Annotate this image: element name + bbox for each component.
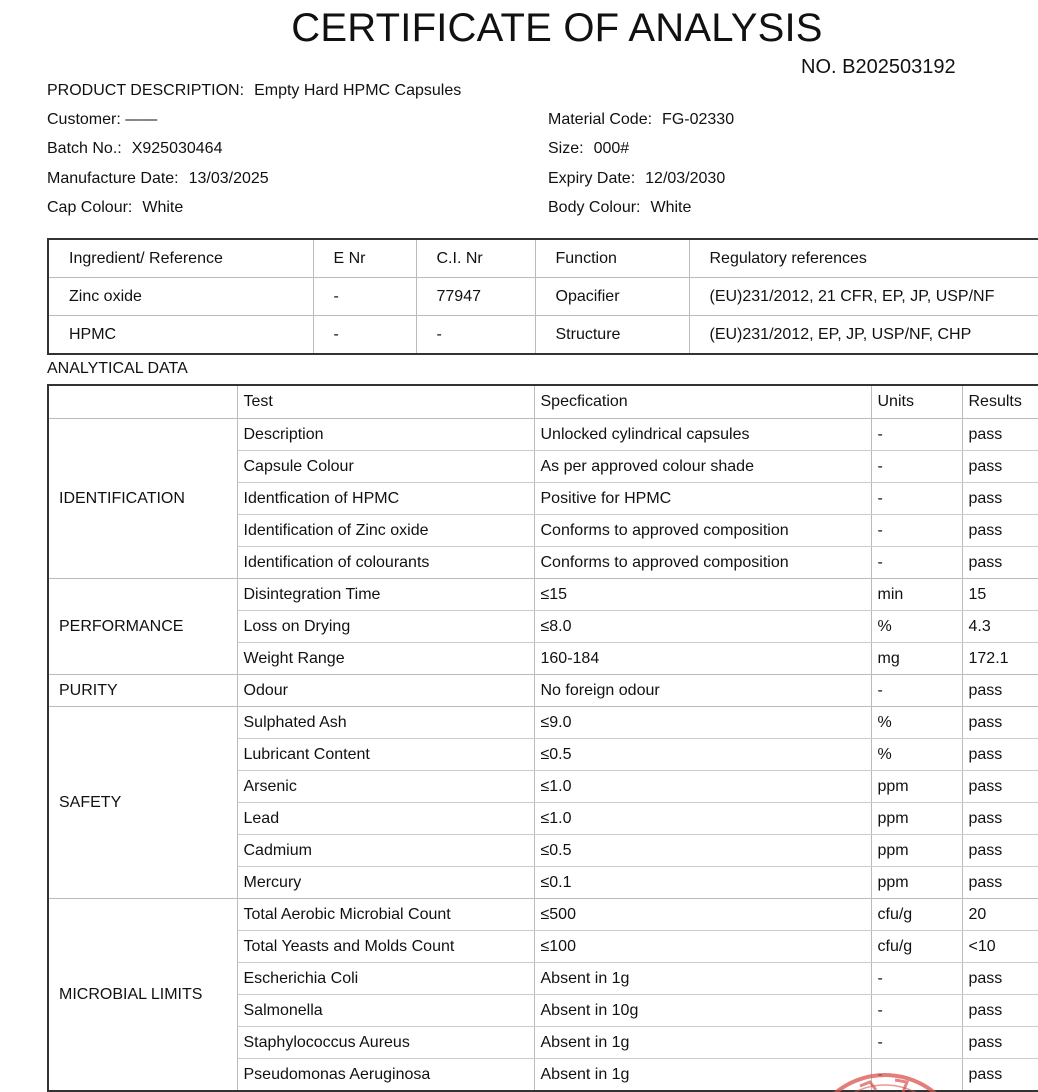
units-cell: - xyxy=(871,419,962,451)
test-cell: Description xyxy=(237,419,534,451)
table-row xyxy=(48,707,1038,739)
result-cell: pass xyxy=(962,963,1038,995)
group-label-cell: PURITY xyxy=(48,675,237,707)
table-row xyxy=(48,899,1038,931)
certificate-number: NO. B202503192 xyxy=(801,56,956,78)
units-cell: ppm xyxy=(871,771,962,803)
product-description-row xyxy=(47,82,461,100)
analytical-header-row xyxy=(48,385,1038,419)
material-code-value: FG-02330 xyxy=(662,111,735,128)
units-cell: - xyxy=(871,1027,962,1059)
material-code-row xyxy=(548,111,734,129)
specification-cell: Positive for HPMC xyxy=(534,483,871,515)
specification-cell: ≤0.5 xyxy=(534,835,871,867)
test-cell: Total Yeasts and Molds Count xyxy=(237,931,534,963)
test-cell: Identification of Zinc oxide xyxy=(237,515,534,547)
batch-label: Batch No.: xyxy=(47,140,122,157)
ingredient-cell: - xyxy=(416,316,535,355)
specification-cell: ≤100 xyxy=(534,931,871,963)
result-cell: pass xyxy=(968,1065,1003,1083)
units-cell: - xyxy=(871,483,962,515)
result-cell: pass xyxy=(962,1027,1038,1059)
test-cell: Loss on Drying xyxy=(237,611,534,643)
table-row xyxy=(48,579,1038,611)
result-cell: 4.3 xyxy=(962,611,1038,643)
material-code-label: Material Code: xyxy=(548,111,653,128)
product-description-label: PRODUCT DESCRIPTION: xyxy=(47,82,245,99)
result-cell: pass xyxy=(962,707,1038,739)
units-cell: cfu/g xyxy=(871,899,962,931)
analytical-header-cell: Results xyxy=(962,385,1038,419)
ingredient-cell: 77947 xyxy=(416,278,535,316)
group-label-cell: SAFETY xyxy=(48,707,237,899)
result-cell: pass xyxy=(962,739,1038,771)
units-cell: - xyxy=(871,995,962,1027)
table-row xyxy=(48,419,1038,451)
group-label-cell: MICROBIAL LIMITS xyxy=(48,899,237,1092)
ingredient-cell: - xyxy=(313,278,416,316)
cap-colour-row xyxy=(47,199,183,217)
result-cell: 20 xyxy=(962,899,1038,931)
test-cell: Total Aerobic Microbial Count xyxy=(237,899,534,931)
ingredient-header-cell: Ingredient/ Reference xyxy=(48,239,313,278)
ingredient-row xyxy=(48,278,1038,316)
units-cell: - xyxy=(871,675,962,707)
batch-row xyxy=(47,140,222,158)
units-cell: % xyxy=(871,611,962,643)
specification-cell: ≤0.5 xyxy=(534,739,871,771)
group-label-cell: IDENTIFICATION xyxy=(48,419,237,579)
test-cell: Identification of colourants xyxy=(237,547,534,579)
manufacture-row xyxy=(47,170,269,188)
ingredient-cell: (EU)231/2012, EP, JP, USP/NF, CHP xyxy=(709,325,972,343)
cap-colour-value: White xyxy=(142,199,184,216)
red-seal-stamp-icon xyxy=(800,1058,970,1092)
test-cell: Arsenic xyxy=(237,771,534,803)
test-cell: Pseudomonas Aeruginosa xyxy=(237,1059,534,1092)
units-cell: - xyxy=(871,963,962,995)
units-cell: - xyxy=(871,547,962,579)
units-cell: ppm xyxy=(871,867,962,899)
analytical-header-cell: Test xyxy=(237,385,534,419)
specification-cell: As per approved colour shade xyxy=(534,451,871,483)
specification-cell: Absent in 1g xyxy=(534,1059,871,1092)
product-description-value: Empty Hard HPMC Capsules xyxy=(254,82,462,99)
result-cell: pass xyxy=(962,451,1038,483)
table-row xyxy=(48,675,1038,707)
ingredient-header-cell: Function xyxy=(535,239,689,278)
result-cell: pass xyxy=(962,515,1038,547)
ingredient-row xyxy=(48,316,1038,355)
units-cell: min xyxy=(871,579,962,611)
size-label: Size: xyxy=(548,140,584,157)
specification-cell: ≤9.0 xyxy=(534,707,871,739)
units-cell: % xyxy=(871,739,962,771)
test-cell: Cadmium xyxy=(237,835,534,867)
specification-cell: Conforms to approved composition xyxy=(534,547,871,579)
body-colour-label: Body Colour: xyxy=(548,199,641,216)
analytical-data-label: ANALYTICAL DATA xyxy=(47,360,188,377)
analytical-header-cell: Units xyxy=(871,385,962,419)
test-cell: Lead xyxy=(237,803,534,835)
ingredient-header-cell: C.I. Nr xyxy=(416,239,535,278)
ingredient-cell: Structure xyxy=(535,316,689,355)
specification-cell: Absent in 1g xyxy=(534,1027,871,1059)
expiry-label: Expiry Date: xyxy=(548,170,636,187)
units-cell: - xyxy=(871,1059,962,1092)
ingredient-header-cell: Regulatory references xyxy=(689,239,1038,278)
result-cell: pass xyxy=(962,483,1038,515)
analytical-header-cell: Specfication xyxy=(534,385,871,419)
specification-cell: ≤500 xyxy=(534,899,871,931)
test-cell: Staphylococcus Aureus xyxy=(237,1027,534,1059)
result-cell: pass xyxy=(962,547,1038,579)
test-cell: Salmonella xyxy=(237,995,534,1027)
ingredient-table xyxy=(47,238,1038,355)
test-cell: Escherichia Coli xyxy=(237,963,534,995)
customer-row xyxy=(47,111,157,129)
expiry-value: 12/03/2030 xyxy=(645,170,726,187)
test-cell: Sulphated Ash xyxy=(237,707,534,739)
units-cell: - xyxy=(871,451,962,483)
test-cell: Lubricant Content xyxy=(237,739,534,771)
customer-value: —— xyxy=(125,111,158,128)
specification-cell: ≤8.0 xyxy=(534,611,871,643)
specification-cell: Absent in 1g xyxy=(534,963,871,995)
test-cell: Identfication of HPMC xyxy=(237,483,534,515)
test-cell: Disintegration Time xyxy=(237,579,534,611)
size-row xyxy=(548,140,629,158)
test-cell: Capsule Colour xyxy=(237,451,534,483)
result-cell: pass xyxy=(962,771,1038,803)
result-cell: <10 xyxy=(962,931,1038,963)
manufacture-label: Manufacture Date: xyxy=(47,170,179,187)
result-cell: pass xyxy=(962,419,1038,451)
ingredient-cell: Zinc oxide xyxy=(48,278,313,316)
specification-cell: 160-184 xyxy=(534,643,871,675)
specification-cell: Unlocked cylindrical capsules xyxy=(534,419,871,451)
manufacture-value: 13/03/2025 xyxy=(188,170,269,187)
ingredient-cell: - xyxy=(313,316,416,355)
batch-value: X925030464 xyxy=(131,140,223,157)
size-value: 000# xyxy=(593,140,630,157)
specification-cell: ≤1.0 xyxy=(534,771,871,803)
units-cell: - xyxy=(871,515,962,547)
specification-cell: ≤1.0 xyxy=(534,803,871,835)
expiry-row xyxy=(548,170,725,188)
result-cell: pass xyxy=(962,675,1038,707)
units-cell: ppm xyxy=(871,835,962,867)
result-cell: 172.1 xyxy=(962,643,1038,675)
result-cell: pass xyxy=(962,803,1038,835)
test-cell: Mercury xyxy=(237,867,534,899)
result-cell: pass xyxy=(962,995,1038,1027)
body-colour-value: White xyxy=(650,199,692,216)
units-cell: cfu/g xyxy=(871,931,962,963)
analytical-data-table xyxy=(47,384,1038,1092)
units-cell: mg xyxy=(871,643,962,675)
specification-cell: ≤0.1 xyxy=(534,867,871,899)
ingredient-header-cell: E Nr xyxy=(313,239,416,278)
units-cell: ppm xyxy=(871,803,962,835)
ingredient-cell: (EU)231/2012, 21 CFR, EP, JP, USP/NF xyxy=(689,278,1038,316)
ingredient-cell: Opacifier xyxy=(535,278,689,316)
specification-cell: No foreign odour xyxy=(534,675,871,707)
result-cell: pass xyxy=(962,867,1038,899)
document-title: CERTIFICATE OF ANALYSIS xyxy=(291,6,823,50)
body-colour-row xyxy=(548,199,691,217)
test-cell: Weight Range xyxy=(237,643,534,675)
units-cell: % xyxy=(871,707,962,739)
result-cell: pass xyxy=(962,835,1038,867)
specification-cell: Absent in 10g xyxy=(534,995,871,1027)
test-cell: Odour xyxy=(237,675,534,707)
cap-colour-label: Cap Colour: xyxy=(47,199,133,216)
customer-label: Customer: xyxy=(47,111,121,128)
result-cell: 15 xyxy=(962,579,1038,611)
group-label-cell: PERFORMANCE xyxy=(48,579,237,675)
ingredient-header-row xyxy=(48,239,1038,278)
ingredient-cell: HPMC xyxy=(48,316,313,355)
analytical-header-cell xyxy=(48,385,237,419)
specification-cell: Conforms to approved composition xyxy=(534,515,871,547)
specification-cell: ≤15 xyxy=(534,579,871,611)
